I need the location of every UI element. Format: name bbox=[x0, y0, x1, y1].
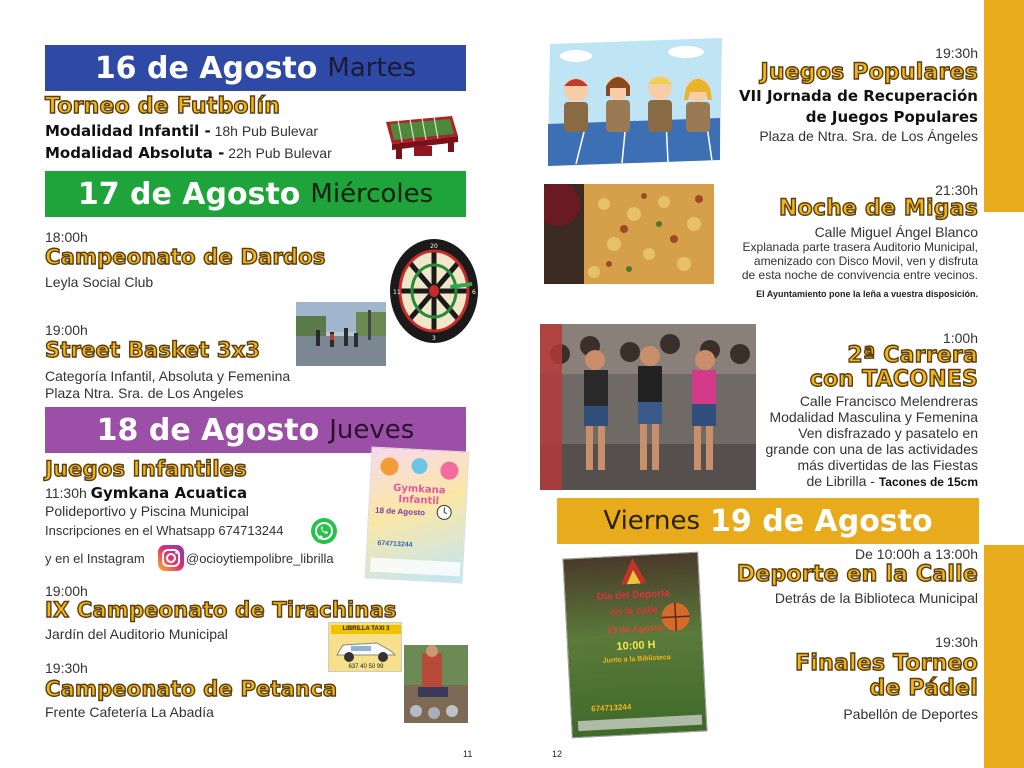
deporte-poster bbox=[562, 552, 707, 739]
migas-photo bbox=[544, 184, 714, 284]
migas-note: El Ayuntamiento pone la leña a vuestra disposición. bbox=[756, 289, 978, 299]
futbolin-line2: Modalidad Absoluta - 22h Pub Bulevar bbox=[45, 144, 332, 162]
instagram-line: y en el Instagram bbox=[45, 551, 145, 566]
padel-title1: Finales Torneo bbox=[795, 651, 978, 676]
banner-date: 19 de Agosto bbox=[710, 503, 933, 539]
poster-line5: Junto a la Biblioteca bbox=[602, 654, 671, 665]
taxi-image bbox=[328, 622, 402, 672]
migas-place: Calle Miguel Ángel Blanco bbox=[814, 224, 978, 240]
tacones-title2: con TACONES bbox=[809, 367, 978, 392]
dardos-time: 18:00h bbox=[45, 229, 88, 245]
tirachinas-time: 19:00h bbox=[45, 583, 88, 599]
tacones-line1: Calle Francisco Melendreras bbox=[799, 393, 978, 409]
dardos-place: Leyla Social Club bbox=[45, 274, 154, 290]
poster-line3: 19 de Agosto bbox=[606, 622, 664, 636]
banner-weekday: Jueves bbox=[329, 415, 415, 445]
foosball-table-image bbox=[378, 112, 460, 160]
juegos-populares-illustration bbox=[546, 38, 724, 166]
gymkana-poster bbox=[365, 447, 470, 584]
poster-date: 18 de Agosto bbox=[374, 505, 426, 518]
page-number-left: 11 bbox=[463, 749, 473, 759]
tacones-race-photo bbox=[540, 324, 756, 490]
poster-phone: 674713244 bbox=[591, 702, 632, 714]
juegos-populares-time: 19:30h bbox=[935, 45, 978, 61]
migas-desc2: amenizado con Disco Movil, ven y disfruta bbox=[753, 254, 978, 268]
petanca-photo bbox=[404, 645, 468, 723]
futbolin-line1: Modalidad Infantil - 18h Pub Bulevar bbox=[45, 122, 319, 140]
accent-bar-bottom bbox=[984, 545, 1024, 768]
poster-line1: Día del Deporte bbox=[596, 588, 671, 603]
migas-desc3: de esta noche de convivencia entre vecinos. bbox=[741, 268, 978, 282]
taxi-sign: LIBRILLA TAXI 3 bbox=[331, 625, 401, 634]
banner-weekday: Martes bbox=[327, 53, 417, 83]
instagram-handle[interactable]: @ocioytiempolibre_librilla bbox=[186, 551, 334, 566]
juegos-infantiles-title: Juegos Infantiles bbox=[45, 457, 247, 481]
tacones-line5: más divertidas de las Fiestas bbox=[797, 457, 978, 473]
accent-bar-top bbox=[984, 0, 1024, 212]
whatsapp-line: Inscripciones en el Whatsapp 674713244 bbox=[45, 523, 284, 538]
juegos-populares-subtitle2: de Juegos Populares bbox=[805, 108, 978, 126]
tirachinas-title: IX Campeonato de Tirachinas bbox=[45, 598, 397, 622]
petanca-time: 19:30h bbox=[45, 660, 88, 676]
basket-title: Street Basket 3x3 bbox=[45, 338, 261, 362]
banner-date: 16 de Agosto bbox=[94, 50, 318, 86]
basket-line1: Categoría Infantil, Absoluta y Femenina bbox=[45, 368, 291, 384]
tacones-line6: de Librilla - Tacones de 15cm bbox=[806, 473, 978, 489]
poster-title: Gymkana Infantil bbox=[392, 482, 446, 508]
banner-weekday: Viernes bbox=[603, 506, 701, 536]
dardos-title: Campeonato de Dardos bbox=[45, 245, 326, 269]
tacones-line2: Modalidad Masculina y Femenina bbox=[769, 409, 978, 425]
juegos-populares-place: Plaza de Ntra. Sra. de Los Ángeles bbox=[759, 128, 978, 144]
dartboard-image bbox=[388, 236, 484, 346]
gymkana-place: Polideportivo y Piscina Municipal bbox=[45, 503, 249, 519]
migas-desc1: Explanada parte trasera Auditorio Municipal, bbox=[742, 240, 978, 254]
petanca-place: Frente Cafetería La Abadía bbox=[45, 704, 214, 720]
street-basket-photo bbox=[296, 302, 386, 366]
tirachinas-place: Jardín del Auditorio Municipal bbox=[45, 626, 228, 642]
basket-line2: Plaza Ntra. Sra. de Los Angeles bbox=[45, 385, 244, 401]
padel-time: 19:30h bbox=[935, 634, 978, 650]
banner-date: 17 de Agosto bbox=[77, 176, 301, 212]
page-number-right: 12 bbox=[552, 749, 563, 759]
taxi-phone: 637 40 50 99 bbox=[348, 664, 384, 670]
deporte-title: Deporte en la Calle bbox=[736, 562, 978, 587]
juegos-populares-subtitle1: VII Jornada de Recuperación bbox=[738, 87, 978, 105]
tacones-title1: 2ª Carrera bbox=[847, 343, 978, 368]
poster-line2: en la calle bbox=[610, 604, 659, 619]
migas-time: 21:30h bbox=[935, 182, 978, 198]
svg-text:20: 20 bbox=[430, 243, 438, 250]
banner-date: 18 de Agosto bbox=[96, 412, 320, 448]
svg-text:11: 11 bbox=[393, 289, 401, 296]
banner-16-agosto bbox=[45, 45, 466, 91]
poster-phone: 674713244 bbox=[377, 539, 413, 549]
basket-time: 19:00h bbox=[45, 322, 88, 338]
migas-title: Noche de Migas bbox=[778, 196, 978, 221]
poster-line4: 10:00 H bbox=[616, 638, 656, 653]
petanca-title: Campeonato de Petanca bbox=[45, 677, 338, 701]
tacones-line3: Ven disfrazado y pasatelo en bbox=[798, 425, 978, 441]
padel-place: Pabellón de Deportes bbox=[843, 706, 978, 722]
banner-17-agosto bbox=[45, 171, 466, 217]
svg-text:3: 3 bbox=[432, 335, 436, 342]
deporte-place: Detrás de la Biblioteca Municipal bbox=[774, 590, 978, 606]
banner-weekday: Miércoles bbox=[310, 179, 434, 209]
futbolin-title: Torneo de Futbolín bbox=[45, 94, 281, 119]
deporte-time: De 10:00h a 13:00h bbox=[855, 546, 978, 562]
banner-18-agosto bbox=[45, 407, 466, 453]
whatsapp-icon[interactable] bbox=[310, 517, 338, 545]
juegos-populares-title: Juegos Populares bbox=[760, 60, 978, 85]
tacones-line4: grande con una de las actividades bbox=[765, 441, 978, 457]
gymkana-line: 11:30h Gymkana Acuatica bbox=[45, 484, 248, 502]
banner-19-agosto bbox=[557, 498, 979, 544]
instagram-icon[interactable] bbox=[158, 545, 184, 571]
tacones-time: 1:00h bbox=[942, 330, 978, 346]
padel-title2: de Pádel bbox=[869, 676, 978, 701]
svg-text:6: 6 bbox=[472, 289, 476, 296]
